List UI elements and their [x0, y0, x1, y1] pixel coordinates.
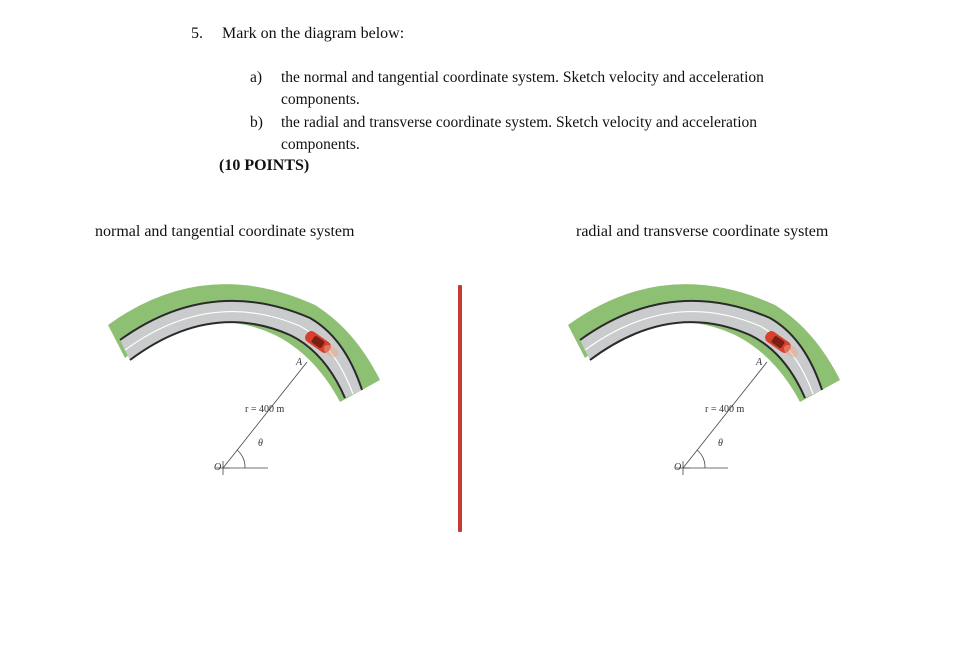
item-a-label: a) [250, 69, 263, 86]
left-panel-heading: normal and tangential coordinate system [95, 223, 355, 240]
item-b-text: the radial and transverse coordinate system. Sketch velocity and acceleration components. [281, 114, 758, 153]
theta-arc [237, 450, 245, 468]
question-prompt: Mark on the diagram below: [222, 25, 405, 42]
radius-line [223, 362, 307, 468]
radius-label: r = 400 m [245, 404, 285, 415]
right-panel-heading: radial and transverse coordinate system [576, 223, 829, 240]
origin-label: O [674, 462, 682, 473]
panel-divider [458, 285, 462, 532]
item-b-label: b) [250, 114, 263, 131]
left-road-diagram[interactable] [100, 280, 390, 490]
origin-label: O [214, 462, 222, 473]
question-number: 5. [191, 25, 203, 42]
point-a-label: A [756, 357, 763, 368]
theta-label: θ [718, 438, 723, 449]
theta-label: θ [258, 438, 263, 449]
radius-line [683, 362, 767, 468]
item-a-text: the normal and tangential coordinate system. Sketch velocity and acceleration components. [281, 69, 764, 108]
points-label: (10 POINTS) [219, 157, 310, 174]
radius-label: r = 400 m [705, 404, 745, 415]
theta-arc [697, 450, 705, 468]
point-a-label: A [296, 357, 303, 368]
right-road-diagram[interactable] [560, 280, 850, 490]
